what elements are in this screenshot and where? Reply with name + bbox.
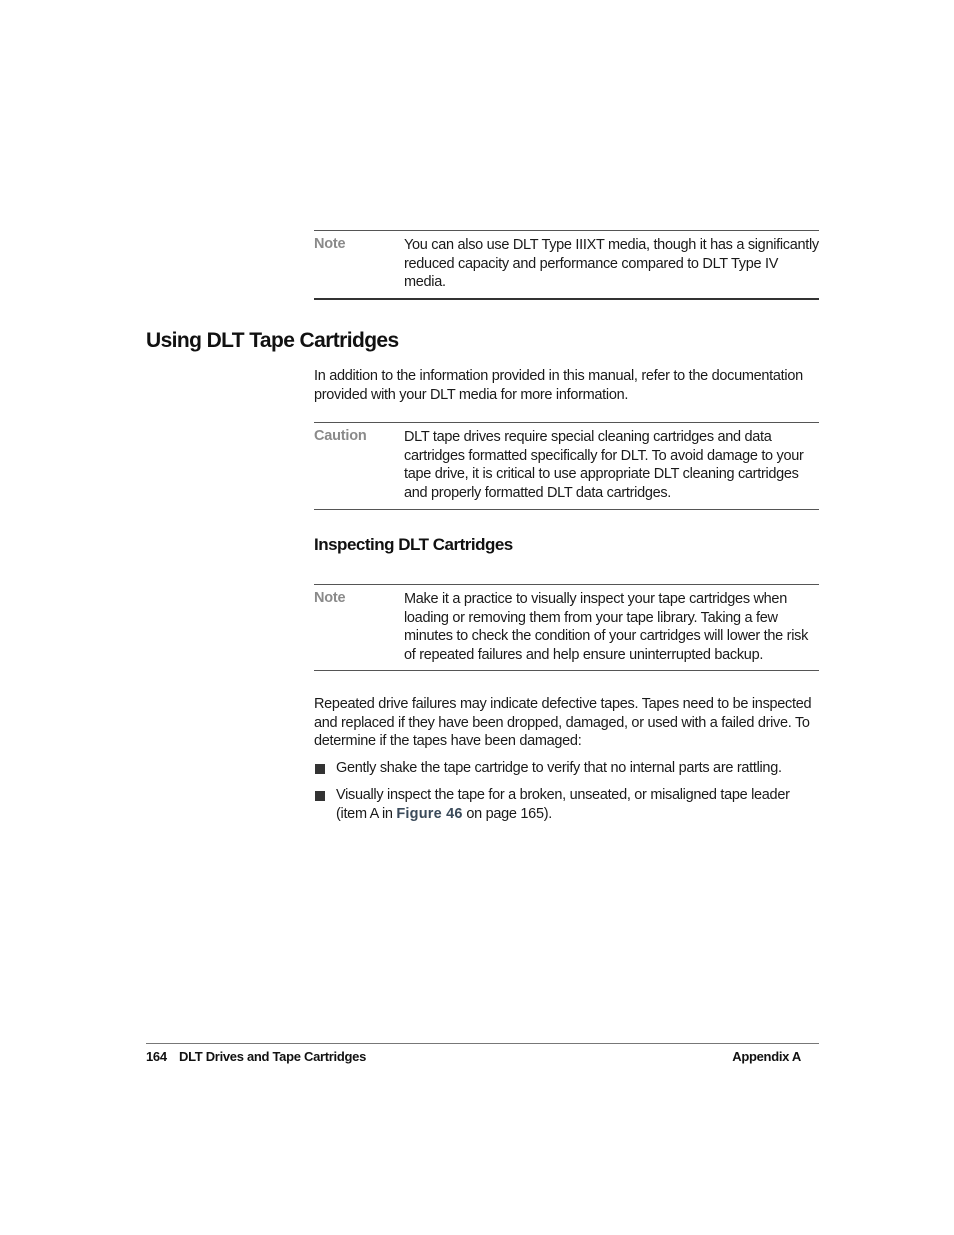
note-bottom-rule: [314, 298, 819, 300]
footer-rule: [146, 1043, 819, 1044]
note-label: Note: [314, 590, 346, 606]
note-text: Make it a practice to visually inspect your tape cartridges when loading or removing them from your tape library. Taking a few minutes to check the condition of your cartridges will lower the risk of repeated failures and help ensure uninterrupted backup.: [404, 591, 809, 664]
note-bottom-rule: [314, 670, 819, 671]
section-title: Using DLT Tape Cartridges: [146, 329, 399, 352]
caution-block: [314, 422, 819, 511]
note-label: Note: [314, 236, 346, 252]
footer-page-number: 164: [146, 1049, 167, 1064]
list-item-text: [336, 786, 821, 823]
subsection-title: Inspecting DLT Cartridges: [314, 535, 513, 554]
square-bullet-icon: [315, 764, 325, 774]
intro-paragraph: In addition to the information provided in this manual, refer to the documentation provided with your DLT media for more information.: [314, 368, 803, 403]
note-text: You can also use DLT Type IIIXT media, though it has a significantly reduced capacity and performance compared to DLT Type IV media.: [404, 237, 819, 291]
list-item-text-before: Visually inspect the tape for a broken, unseated, or misaligned tape leader (item A in: [336, 787, 790, 822]
footer-appendix: Appendix A: [732, 1049, 801, 1064]
list-item-text: Gently shake the tape cartridge to verify that no internal parts are rattling.: [336, 760, 782, 776]
caution-bottom-rule: [314, 509, 819, 510]
note-block-inspect: [314, 584, 819, 672]
figure-46-link[interactable]: Figure 46: [396, 805, 463, 822]
caution-text: DLT tape drives require special cleaning cartridges and data cartridges formatted specifically for DLT. To avoid damage to your tape drive, it is critical to use appropriate DLT cleaning cartridges and properly formatted DLT data cartridges.: [404, 429, 804, 502]
note-block-media: [314, 230, 819, 300]
square-bullet-icon: [315, 791, 325, 801]
body-paragraph: Repeated drive failures may indicate defective tapes. Tapes need to be inspected and replaced if they have been dropped, damaged, or used with a failed drive. To determine if the tapes have been damaged:: [314, 696, 812, 750]
list-item-text-after: on page 165).: [462, 805, 552, 822]
footer-chapter-title: DLT Drives and Tape Cartridges: [179, 1049, 367, 1064]
caution-label: Caution: [314, 428, 367, 444]
